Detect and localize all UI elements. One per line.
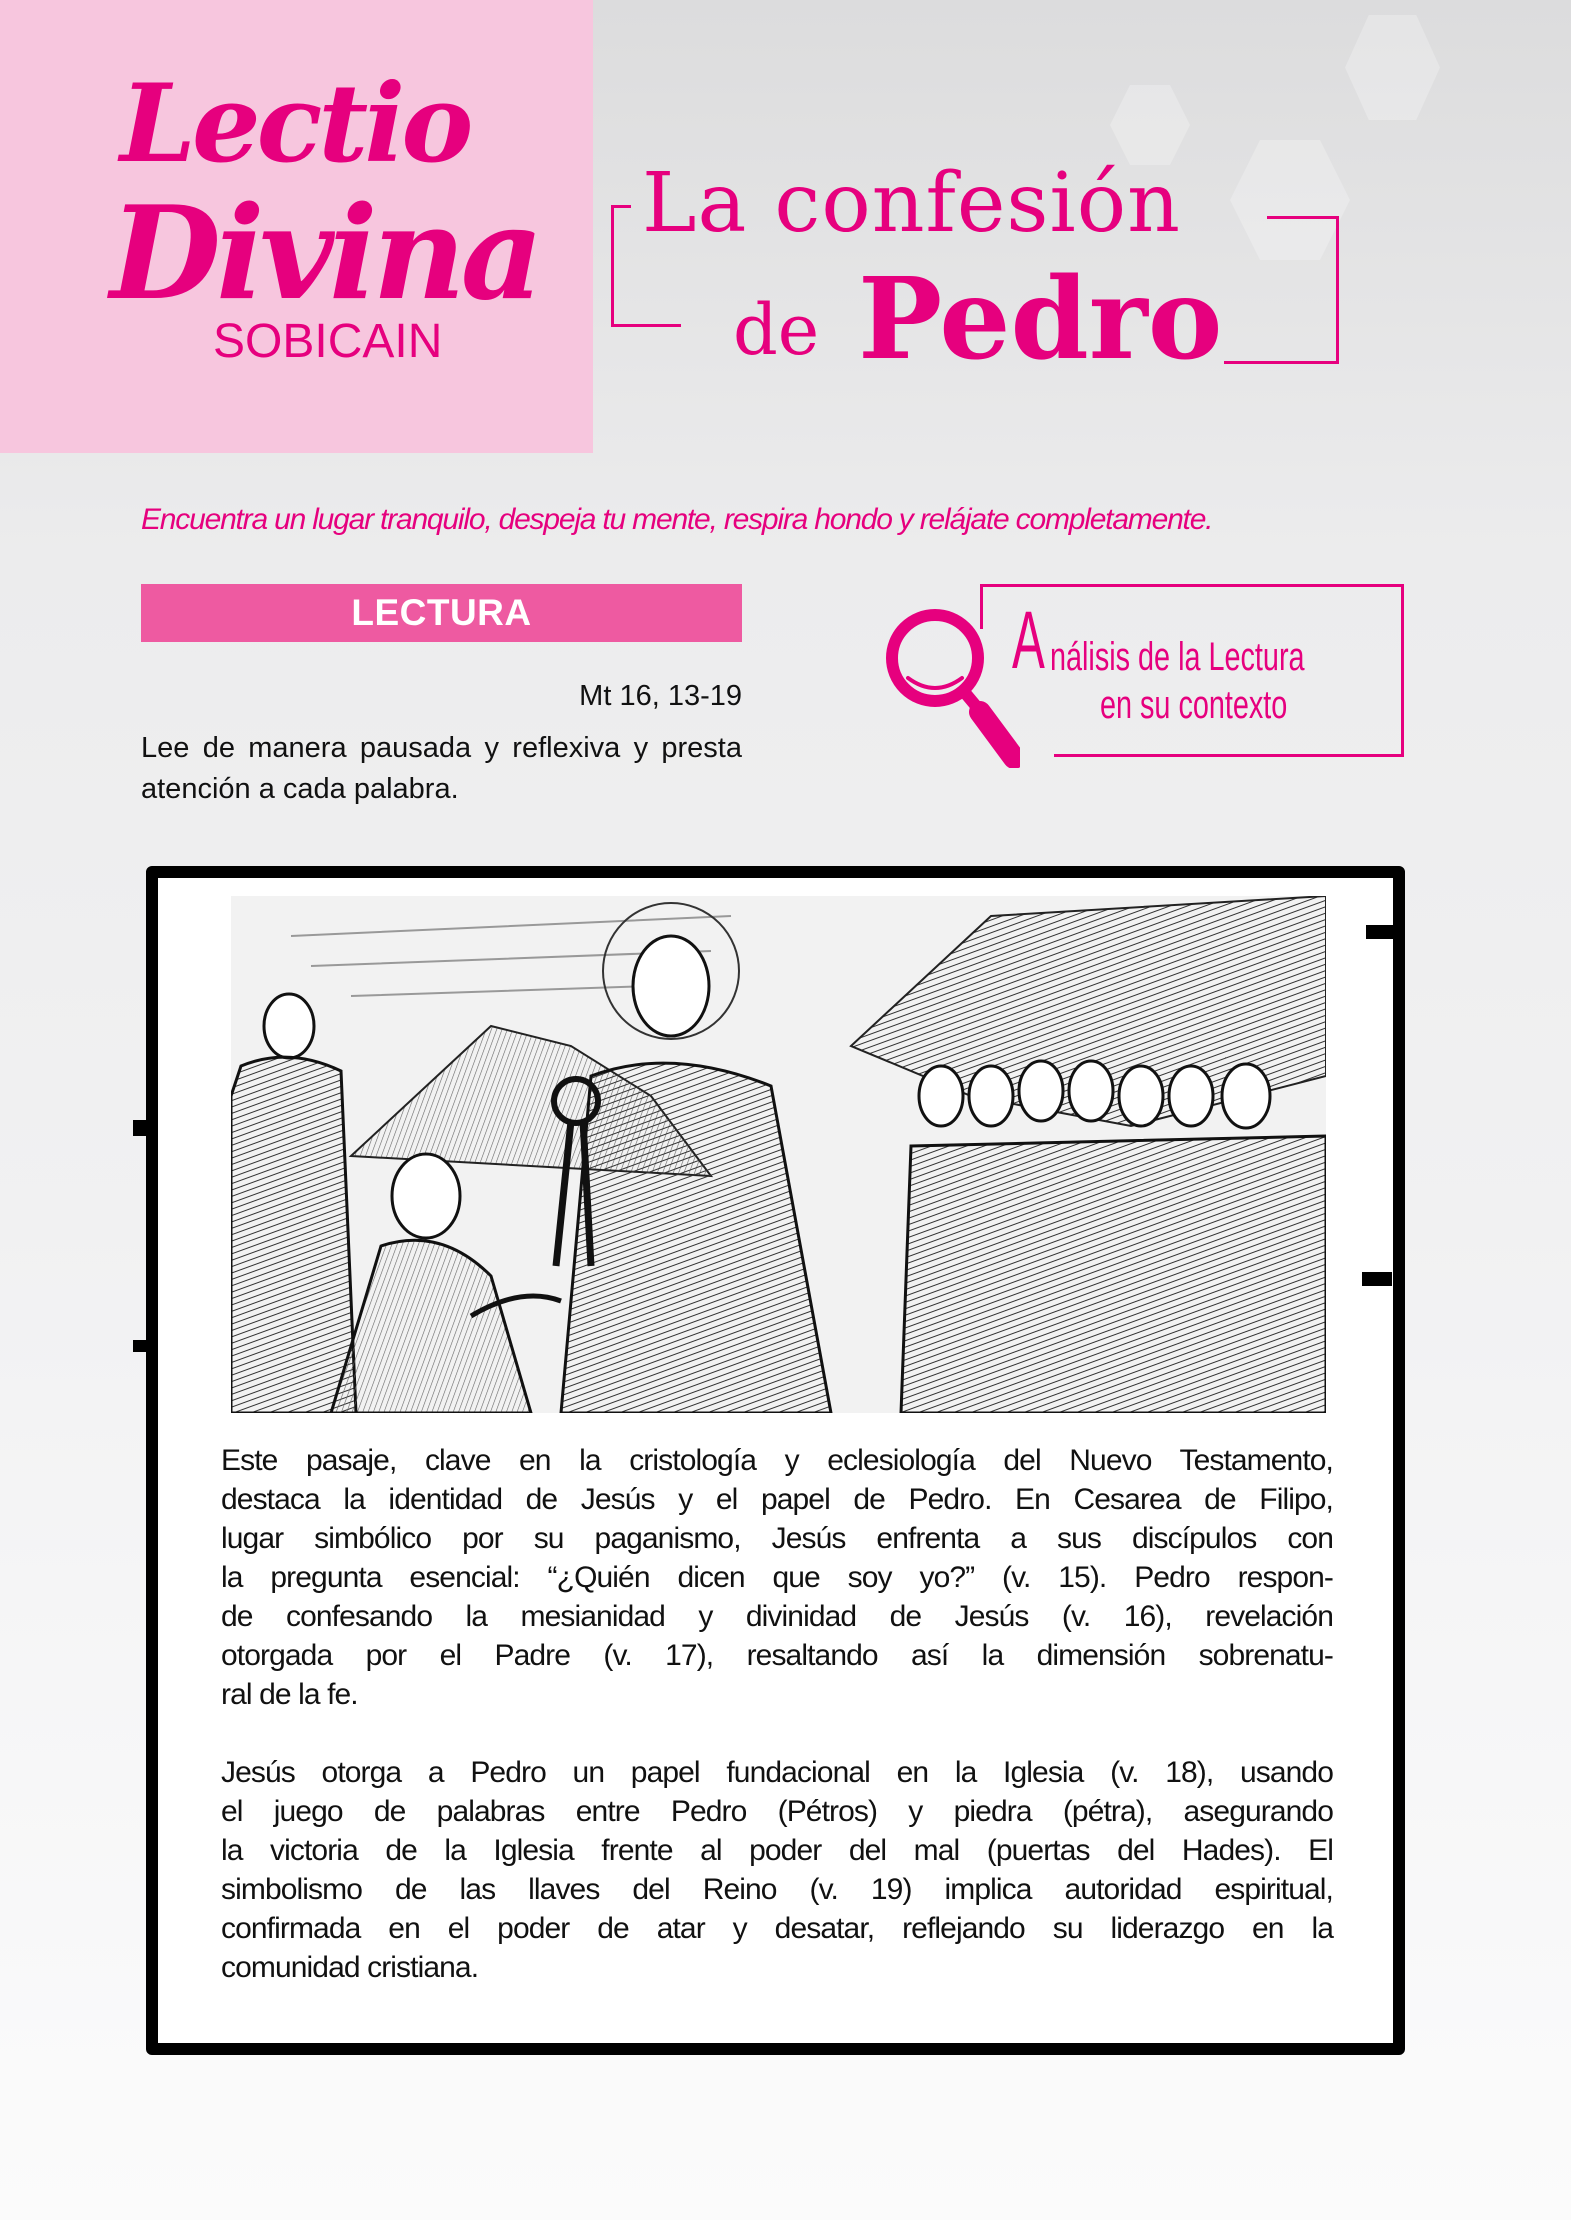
text-line: otorgada por el Padre (v. 17), resaltando así la dimensión sobrenatu- [221,1639,1333,1672]
page-title-de: de [733,289,820,371]
illustration-jesus-keys [231,896,1326,1413]
frame-notch [133,1120,157,1136]
logo-sobicain: SOBICAIN [213,315,443,368]
text-line: Este pasaje, clave en la cristología y eclesiología del Nuevo Testamento, [221,1444,1333,1477]
page-title-line1: La confesión [642,156,1181,251]
text-line: confirmada en el poder de atar y desatar, reflejando su liderazgo en la [221,1912,1333,1945]
intro-instruction: Encuentra un lugar tranquilo, despeja tu mente, respira hondo y relájate completamente. [141,503,1213,536]
logo-block [0,0,593,453]
background-hexagon [1110,85,1190,165]
frame-notch [133,1340,155,1352]
analysis-title-initial: A [1012,595,1045,686]
analysis-title-line2: en su contexto [1100,683,1288,727]
scripture-reference: Mt 16, 13-19 [579,680,742,712]
illustration-art [231,896,1326,1413]
text-line: de confesando la mesianidad y divinidad de Jesús (v. 16), revelación [221,1600,1333,1633]
reading-instruction: Lee de manera pausada y reflexiva y presta atención a cada palabra. [141,732,742,805]
background-hexagon [1230,140,1350,260]
text-line: Jesús otorga a Pedro un papel fundacional en la Iglesia (v. 18), usando [221,1756,1333,1789]
background-hexagon [1345,15,1440,120]
frame-notch [1362,1272,1392,1286]
page-title-pedro: Pedro [858,254,1223,385]
analysis-paragraph-2 [221,1753,1333,1987]
text-line: la pregunta esencial: “¿Quién dicen que soy yo?” (v. 15). Pedro respon- [221,1561,1333,1594]
lectura-heading: LECTURA [141,584,742,642]
text-line: el juego de palabras entre Pedro (Pétros) y piedra (pétra), asegurando [221,1795,1333,1828]
logo-lectio: Lectio [120,61,470,187]
logo-divina: Divina [110,179,539,329]
text-line: ral de la fe. [221,1678,358,1711]
frame-notch [1366,925,1396,939]
magnifier-icon [880,600,1020,768]
analysis-paragraph-1 [221,1441,1333,1714]
text-line: comunidad cristiana. [221,1951,479,1984]
text-line: destaca la identidad de Jesús y el papel de Pedro. En Cesarea de Filipo, [221,1483,1333,1516]
text-line: simbolismo de las llaves del Reino (v. 19) implica autoridad espiritual, [221,1873,1333,1906]
text-line: la victoria de la Iglesia frente al poder del mal (puertas del Hades). El [221,1834,1333,1867]
text-line: lugar simbólico por su paganismo, Jesús enfrenta a sus discípulos con [221,1522,1333,1555]
analysis-title-line1: nálisis de la Lectura [1050,635,1305,679]
